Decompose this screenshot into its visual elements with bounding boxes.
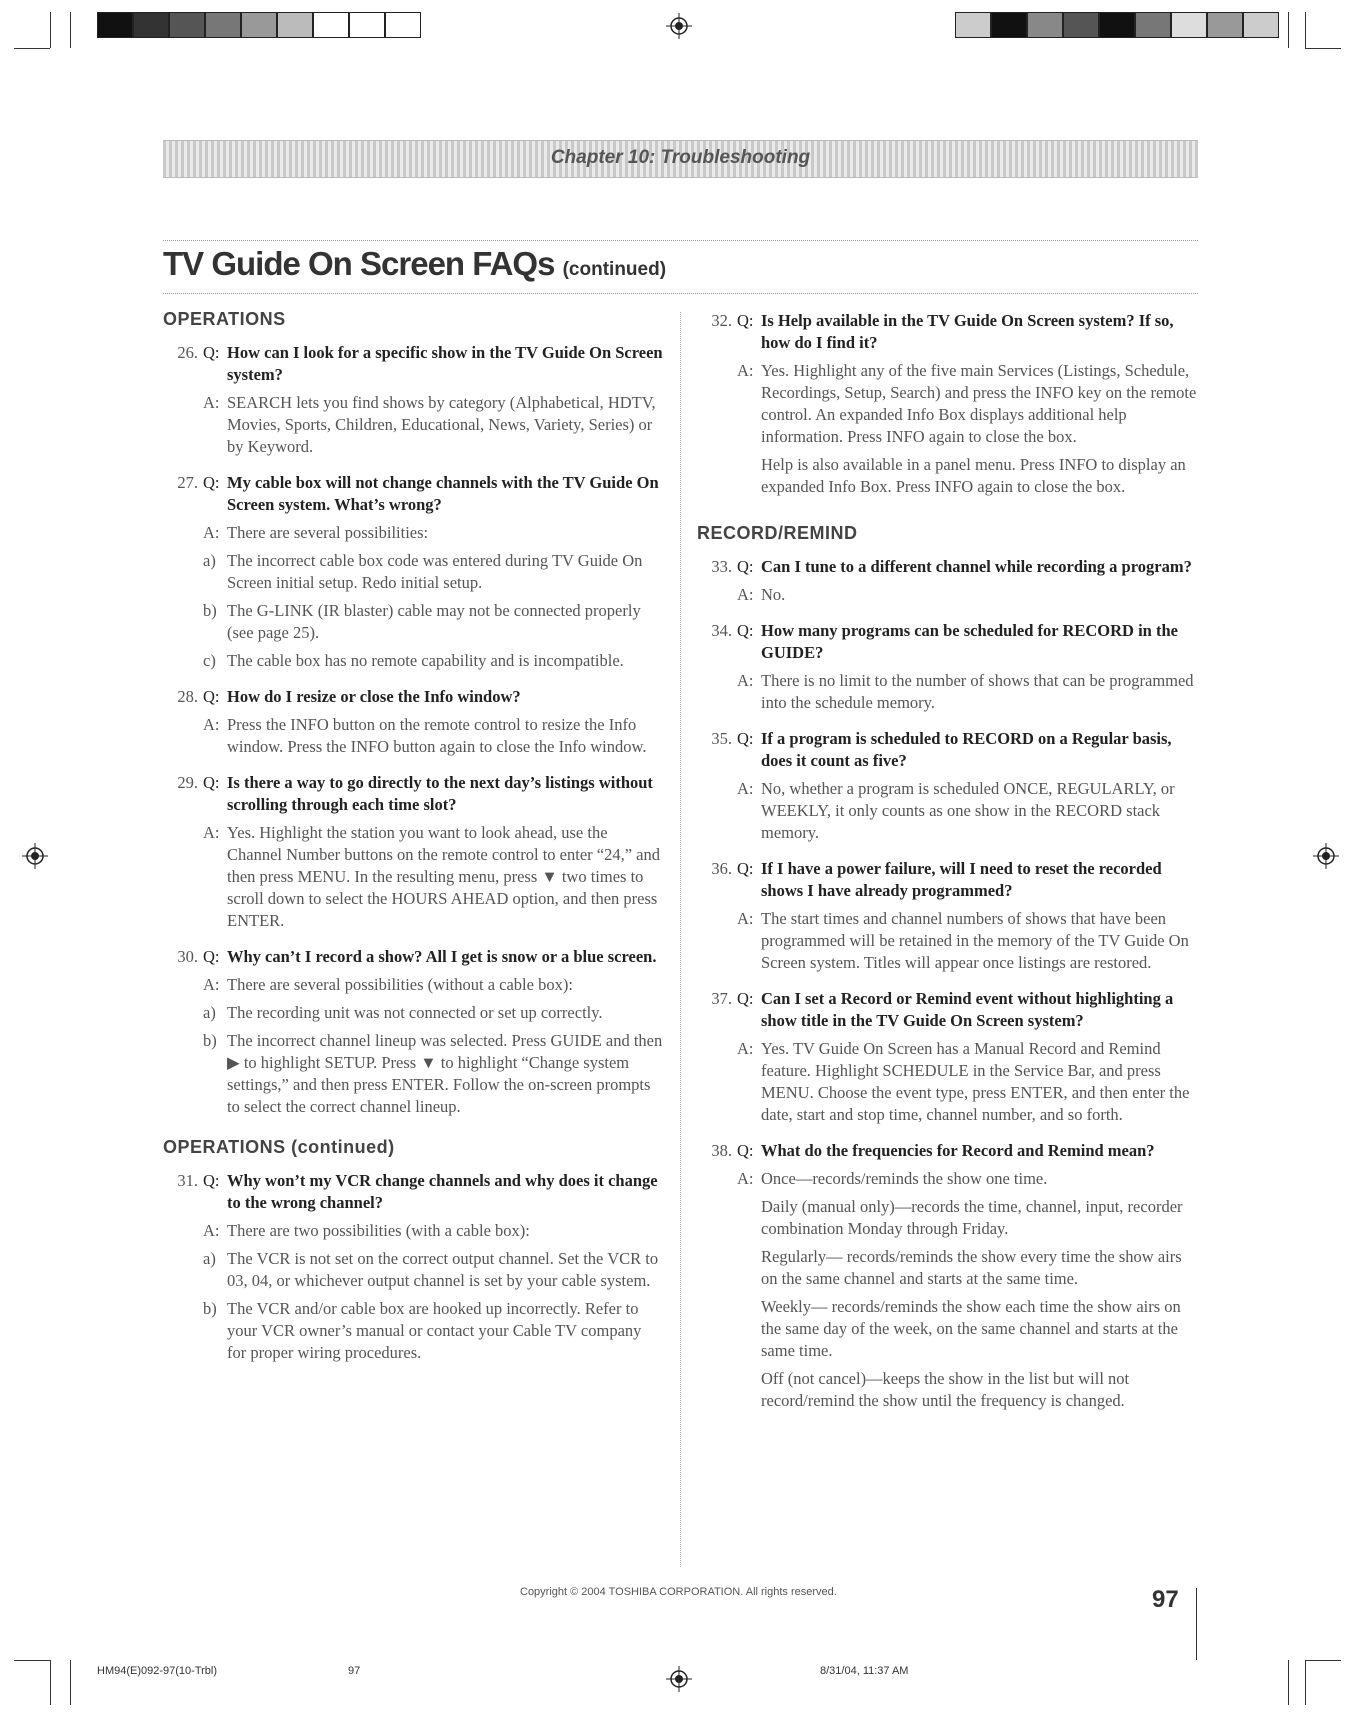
faq-item [697, 728, 1197, 844]
page-title-main: TV Guide On Screen FAQs [163, 245, 555, 282]
faq-question [697, 1140, 1197, 1162]
indent [163, 714, 203, 758]
faq-item [163, 686, 663, 758]
answer-text: There are two possibilities (with a cable box): [227, 1221, 530, 1240]
answer-label: A: [203, 823, 220, 842]
title-rule-top [163, 240, 1198, 241]
faq-question [163, 342, 663, 386]
answer-text: The start times and channel numbers of shows that have been programmed will be retained in the memory of the TV Guide On Screen system. Titles will appear once listings are restored. [761, 909, 1189, 972]
indent [697, 360, 737, 448]
question-number: 26. [177, 343, 198, 362]
subitem-text: The incorrect channel lineup was selected. Press GUIDE and then ▶ to highlight SETUP. Press ▼ to highlight “Change system settings,” and then press ENTER. Follow the on-screen prompts to select the correct channel lineup. [227, 1031, 663, 1116]
indent [163, 392, 203, 458]
faq-answer [163, 1220, 663, 1242]
faq-question [697, 620, 1197, 664]
faq-answer [163, 392, 663, 458]
question-text: Is Help available in the TV Guide On Screen system? If so, how do I find it? [761, 311, 1174, 352]
page-number: 97 [1152, 1586, 1179, 1613]
question-number: 35. [711, 729, 732, 748]
faq-item [163, 1170, 663, 1364]
faq-answer [697, 908, 1197, 974]
faq-item [697, 310, 1197, 498]
faq-list [697, 556, 1197, 1126]
question-text: Can I tune to a different channel while recording a program? [761, 557, 1192, 576]
faq-question [163, 946, 663, 968]
question-text: How many programs can be scheduled for RECORD in the GUIDE? [761, 621, 1178, 662]
indent [697, 1038, 737, 1126]
crop-mark [70, 1660, 71, 1705]
answer-text: There are several possibilities (without a cable box): [227, 975, 573, 994]
faq-list [163, 342, 663, 1118]
question-label: Q: [203, 687, 220, 706]
faq-item [697, 1140, 1197, 1412]
indent [163, 522, 203, 544]
subitem-label: a) [203, 551, 216, 570]
faq-item [163, 772, 663, 932]
answer-label: A: [203, 1221, 220, 1240]
question-number: 38. [711, 1141, 732, 1160]
registration-mark-icon [1313, 843, 1339, 869]
indent [697, 778, 737, 844]
question-label: Q: [737, 557, 754, 576]
question-text: How do I resize or close the Info window? [227, 687, 521, 706]
question-label: Q: [737, 311, 754, 330]
subitem-text: The cable box has no remote capability and is incompatible. [227, 651, 624, 670]
faq-question [697, 556, 1197, 578]
faq-item [697, 988, 1197, 1126]
answer-label: A: [737, 1169, 754, 1188]
crop-mark [1288, 12, 1289, 48]
faq-question [697, 858, 1197, 902]
answer-text: SEARCH lets you find shows by category (Alphabetical, HDTV, Movies, Sports, Children, Educational, News, Variety, Series) or by Keyword. [227, 393, 656, 456]
faq-answer [697, 778, 1197, 844]
answer-label: A: [737, 909, 754, 928]
question-number: 30. [177, 947, 198, 966]
question-label: Q: [737, 859, 754, 878]
slug-date: 8/31/04, 11:37 AM [820, 1665, 909, 1677]
crop-mark [1305, 1660, 1306, 1705]
answer-text: Once—records/reminds the show one time. [761, 1169, 1048, 1188]
question-text: Why can’t I record a show? All I get is snow or a blue screen. [227, 947, 657, 966]
answer-subitem [163, 1002, 663, 1024]
question-number: 28. [177, 687, 198, 706]
indent [163, 1220, 203, 1242]
faq-answer [697, 1168, 1197, 1190]
question-label: Q: [737, 621, 754, 640]
answer-text: No, whether a program is scheduled ONCE, REGULARLY, or WEEKLY, it only counts as one show in the RECORD stack memory. [761, 779, 1175, 842]
faq-item [697, 620, 1197, 714]
question-label: Q: [203, 1171, 220, 1190]
question-label: Q: [737, 1141, 754, 1160]
left-column [163, 308, 663, 1378]
indent [163, 1002, 203, 1024]
answer-label: A: [737, 361, 754, 380]
indent [163, 1030, 203, 1118]
question-number: 31. [177, 1171, 198, 1190]
answer-text: Yes. TV Guide On Screen has a Manual Record and Remind feature. Highlight SCHEDULE in the Service Bar, and press MENU. Choose the event type, press ENTER, and then enter the date, start and stop time, channel number, and so forth. [761, 1039, 1190, 1124]
question-text: If a program is scheduled to RECORD on a Regular basis, does it count as five? [761, 729, 1172, 770]
answer-label: A: [737, 1039, 754, 1058]
title-rule-bottom [163, 293, 1198, 294]
question-label: Q: [737, 729, 754, 748]
subitem-label: b) [203, 1299, 217, 1318]
answer-text: There is no limit to the number of shows that can be programmed into the schedule memory. [761, 671, 1194, 712]
question-text: Is there a way to go directly to the next day’s listings without scrolling through each time slot? [227, 773, 653, 814]
faq-answer [163, 822, 663, 932]
answer-paragraph: Regularly— records/reminds the show every time the show airs on the same channel and starts at the same time. [761, 1247, 1182, 1288]
subitem-text: The recording unit was not connected or set up correctly. [227, 1003, 603, 1022]
crop-mark [1305, 48, 1341, 49]
page-title [163, 245, 666, 283]
crop-mark [14, 48, 50, 49]
answer-subitem [163, 550, 663, 594]
registration-mark-icon [666, 1666, 692, 1692]
indent [163, 550, 203, 594]
faq-question [697, 988, 1197, 1032]
answer-label: A: [203, 523, 220, 542]
copyright: Copyright © 2004 TOSHIBA CORPORATION. All rights reserved. [520, 1586, 837, 1598]
question-number: 36. [711, 859, 732, 878]
indent [163, 974, 203, 996]
answer-paragraph: Off (not cancel)—keeps the show in the list but will not record/remind the show until the frequency is changed. [761, 1369, 1130, 1410]
answer-label: A: [737, 585, 754, 604]
crop-mark [50, 12, 51, 48]
faq-answer [697, 670, 1197, 714]
answer-paragraph: Help is also available in a panel menu. Press INFO to display an expanded Info Box. Press INFO again to close the box. [761, 455, 1186, 496]
indent [697, 584, 737, 606]
section-heading: OPERATIONS (continued) [163, 1137, 395, 1157]
subitem-text: The VCR is not set on the correct output channel. Set the VCR to 03, 04, or whichever output channel is set by your cable system. [227, 1249, 659, 1290]
faq-question [163, 686, 663, 708]
chapter-banner [163, 140, 1198, 178]
question-number: 27. [177, 473, 198, 492]
right-column [697, 308, 1197, 1426]
answer-text: Press the INFO button on the remote control to resize the Info window. Press the INFO button again to close the Info window. [227, 715, 647, 756]
answer-label: A: [737, 779, 754, 798]
crop-mark [1196, 1588, 1197, 1660]
question-text: What do the frequencies for Record and Remind mean? [761, 1141, 1155, 1160]
subitem-text: The VCR and/or cable box are hooked up incorrectly. Refer to your VCR owner’s manual or contact your Cable TV company for proper wiring procedures. [227, 1299, 642, 1362]
section-heading: OPERATIONS [163, 309, 286, 329]
faq-item [163, 342, 663, 458]
faq-answer [163, 714, 663, 758]
subitem-text: The G-LINK (IR blaster) cable may not be connected properly (see page 25). [227, 601, 641, 642]
question-label: Q: [203, 473, 220, 492]
chapter-title: Chapter 10: Troubleshooting [550, 147, 811, 168]
question-label: Q: [737, 989, 754, 1008]
indent [163, 1248, 203, 1292]
page-title-suffix: (continued) [562, 259, 667, 280]
question-number: 33. [711, 557, 732, 576]
subitem-label: a) [203, 1003, 216, 1022]
faq-answer [163, 522, 663, 544]
crop-mark [1288, 1660, 1289, 1705]
question-number: 34. [711, 621, 732, 640]
faq-question [163, 772, 663, 816]
answer-text: Yes. Highlight any of the five main Services (Listings, Schedule, Recordings, Setup, Search) and press the INFO key on the remote control. An expanded Info Box displays additional help information. Press INFO again to close the box. [761, 361, 1197, 446]
faq-item [697, 556, 1197, 606]
question-text: My cable box will not change channels with the TV Guide On Screen system. What’s wrong? [227, 473, 659, 514]
faq-answer [697, 1038, 1197, 1126]
question-label: Q: [203, 947, 220, 966]
answer-text: Yes. Highlight the station you want to look ahead, use the Channel Number buttons on the remote control to enter “24,” and then press MENU. In the resulting menu, press ▼ two times to scroll down to select the HOURS AHEAD option, and then press ENTER. [227, 823, 661, 930]
answer-subitem [163, 1248, 663, 1292]
question-text: If I have a power failure, will I need to reset the recorded shows I have already programmed? [761, 859, 1162, 900]
crop-mark [50, 1660, 51, 1705]
crop-mark [14, 1660, 50, 1661]
faq-question [697, 728, 1197, 772]
answer-text: There are several possibilities: [227, 523, 429, 542]
answer-subitem [163, 1030, 663, 1118]
question-text: Can I set a Record or Remind event without highlighting a show title in the TV Guide On Screen system? [761, 989, 1174, 1030]
answer-label: A: [737, 671, 754, 690]
indent [697, 670, 737, 714]
column-divider [680, 312, 681, 1567]
crop-mark [70, 12, 71, 48]
faq-list [163, 1170, 663, 1364]
faq-item [163, 472, 663, 672]
faq-item [163, 946, 663, 1118]
faq-answer [697, 360, 1197, 448]
question-label: Q: [203, 343, 220, 362]
answer-label: A: [203, 393, 220, 412]
faq-question [163, 472, 663, 516]
indent [697, 1168, 737, 1190]
indent [697, 908, 737, 974]
registration-mark-icon [22, 843, 48, 869]
answer-label: A: [203, 975, 220, 994]
subitem-label: b) [203, 1031, 217, 1050]
slug-file: HM94(E)092-97(10-Trbl) [97, 1665, 218, 1677]
color-bar-right [955, 12, 1279, 38]
color-bar-left [97, 12, 421, 38]
section-heading: RECORD/REMIND [697, 523, 858, 543]
crop-mark [1305, 12, 1306, 48]
answer-label: A: [203, 715, 220, 734]
question-number: 32. [711, 311, 732, 330]
faq-question [697, 310, 1197, 354]
registration-mark-icon [666, 13, 692, 39]
subitem-label: a) [203, 1249, 216, 1268]
faq-item [697, 858, 1197, 974]
answer-paragraph: Daily (manual only)—records the time, channel, input, recorder combination Monday through Friday. [761, 1197, 1183, 1238]
answer-subitem [163, 650, 663, 672]
faq-list [697, 310, 1197, 498]
question-number: 37. [711, 989, 732, 1008]
subitem-text: The incorrect cable box code was entered during TV Guide On Screen initial setup. Redo initial setup. [227, 551, 643, 592]
question-text: Why won’t my VCR change channels and why does it change to the wrong channel? [227, 1171, 658, 1212]
indent [163, 600, 203, 644]
indent [163, 1298, 203, 1364]
slug-page: 97 [348, 1665, 361, 1677]
faq-list [697, 1140, 1197, 1412]
answer-paragraph: Weekly— records/reminds the show each time the show airs on the same day of the week, on the same channel and starts at the same time. [761, 1297, 1181, 1360]
subitem-label: c) [203, 651, 216, 670]
answer-text: No. [761, 585, 786, 604]
indent [163, 822, 203, 932]
faq-answer [163, 974, 663, 996]
faq-answer [697, 584, 1197, 606]
faq-question [163, 1170, 663, 1214]
answer-subitem [163, 600, 663, 644]
answer-subitem [163, 1298, 663, 1364]
question-number: 29. [177, 773, 198, 792]
crop-mark [1305, 1660, 1341, 1661]
indent [163, 650, 203, 672]
subitem-label: b) [203, 601, 217, 620]
question-text: How can I look for a specific show in the TV Guide On Screen system? [227, 343, 663, 384]
question-label: Q: [203, 773, 220, 792]
